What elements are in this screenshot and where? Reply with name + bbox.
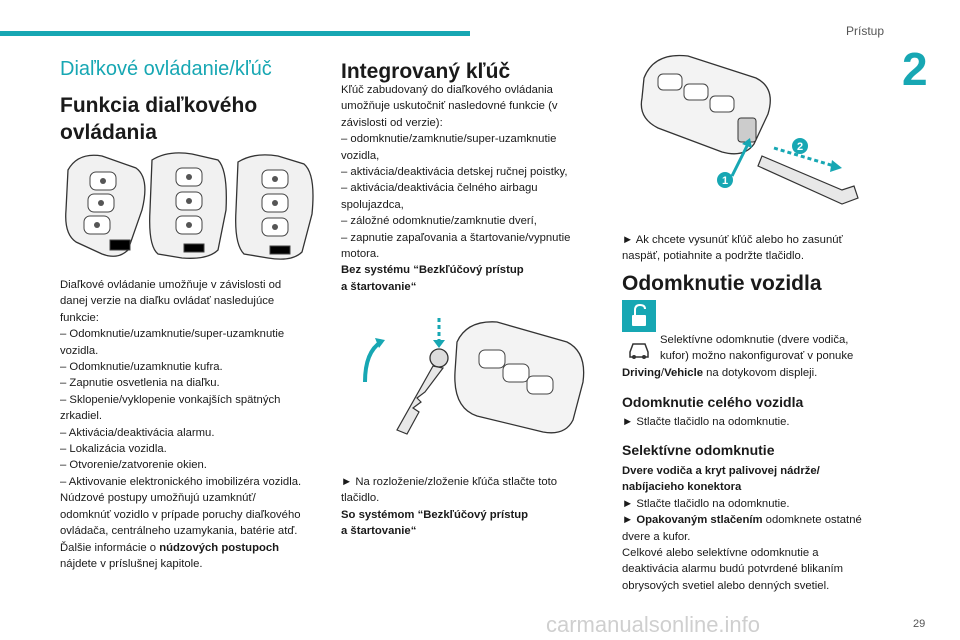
car-icon xyxy=(622,332,656,364)
page-number: 29 xyxy=(913,618,926,630)
callout-2: 2 xyxy=(796,141,804,153)
selective-unlock-note: Selektívne odomknutie (dvere vodiča, kufor) možno nakonfigurovať v ponuke xyxy=(660,334,854,363)
watermark: carmanualsonline.info xyxy=(546,612,761,637)
header-accent-bar xyxy=(0,31,470,36)
remote-keys-illustration xyxy=(58,150,328,262)
integrated-key-text: Kľúč zabudovaný do diaľkového ovládania umožňuje uskutočniť nasledovné funkcie (v závislosti od verzie): – odomknutie/zamknutie/super-uzamknutie vozidla, – aktivácia/deaktivácia detskej ručnej poistky, – aktivácia/deaktivácia čelného airbagu spolujazdca, – záložné odomknutie/zamknutie dverí, – zapnutie zapaľovania a štartovanie/vypnutie motora. Bez systému “Bezkľúčový prístup a štartovanie“ xyxy=(341,84,571,293)
heading-selective-unlock: Selektívne odomknutie xyxy=(622,442,775,458)
callout-1: 1 xyxy=(721,175,729,187)
page-title: Diaľkové ovládanie/kľúč xyxy=(60,58,272,80)
section-heading-integrated-key: Integrovaný kľúč xyxy=(341,60,511,83)
section-heading: Funkcia diaľkového ovládania xyxy=(60,94,258,144)
remote-functions-text: Diaľkové ovládanie umožňuje v závislosti od danej verzie na diaľku ovládať nasledujúce funkcie: – Odomknutie/uzamknutie/super-uzamknutie vozidla. – Odomknutie/uzamknutie kufra. – Zapnutie osvetlenia na diaľku. – Sklopenie/vyklopenie vonkajších spätných zrkadiel. – Aktivácia/deaktivácia alarmu. – Lokalizácia vozidla. – Otvorenie/zatvorenie okien. – Aktivovanie elektronického imobilizéra vozidla. Núdzové postupy umožňujú uzamknúť/ odomknúť vozidlo v prípade poruchy diaľkového ovládača, centrálneho uzamykania, batérie atď. Ďalšie informácie o núdzových postupoch nájdete v príslušnej kapitole. xyxy=(60,279,302,570)
section-heading-unlock: Odomknutie vozidla xyxy=(622,272,822,295)
extract-step-text: ► Ak chcete vysunúť kľúč alebo ho zasunúť naspäť, potiahnite a podržte tlačidlo. xyxy=(622,234,843,263)
heading-unlock-whole: Odomknutie celého vozidla xyxy=(622,394,804,410)
fold-step-text: ► Na rozloženie/zloženie kľúča stlačte toto tlačidlo. So systémom “Bezkľúčový prístup a štartovanie“ xyxy=(341,476,558,538)
chapter-number: 2 xyxy=(902,43,928,95)
key-fold-illustration xyxy=(347,312,597,444)
selective-unlock-text: Dvere vodiča a kryt palivovej nádrže/ nabíjacieho konektora ► Stlačte tlačidlo na odomknutie. ► Opakovaným stlačením odomknete ostatné dvere a kufor. Celkové alebo selektívne odomknutie a deaktivácia alarmu budú potvrdené blikaním obrysových svetiel alebo denných svetiel. xyxy=(622,465,862,592)
key-extract-illustration xyxy=(628,48,876,218)
selective-unlock-menu: Driving/Vehicle na dotykovom displeji. xyxy=(622,367,818,379)
section-name: Prístup xyxy=(846,24,885,38)
unlock-icon xyxy=(622,300,656,332)
unlock-whole-step: ► Stlačte tlačidlo na odomknutie. xyxy=(622,416,790,428)
